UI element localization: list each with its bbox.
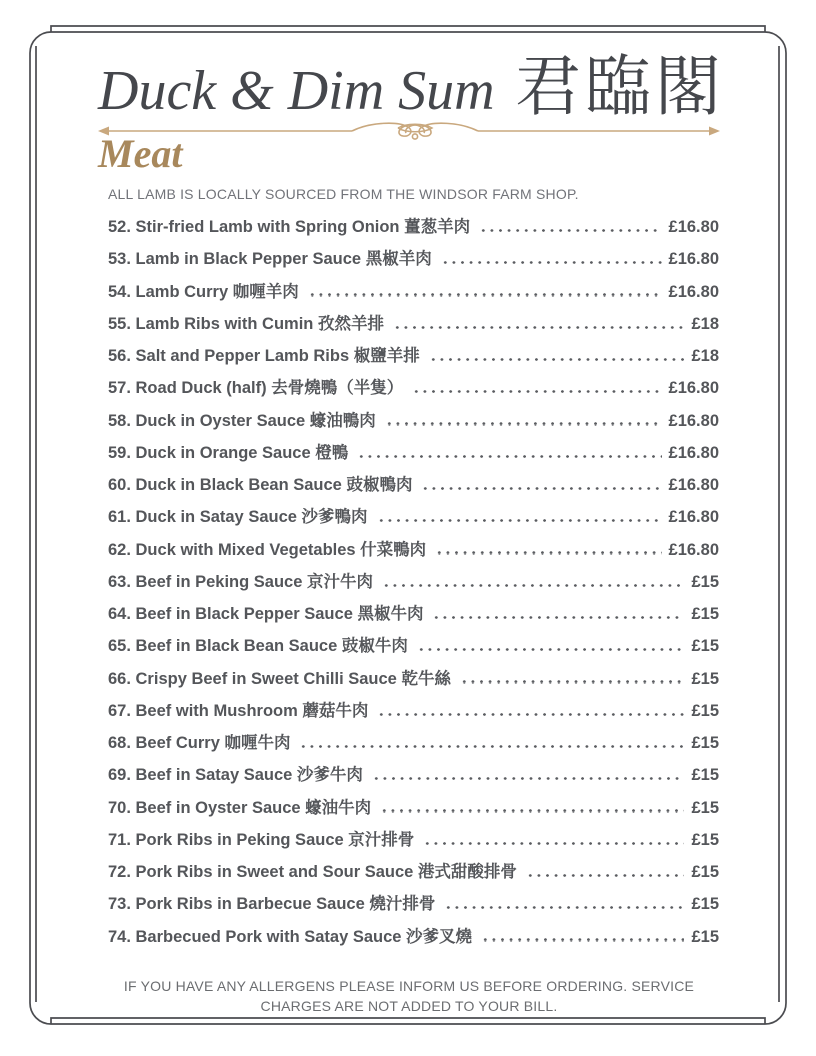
menu-item (108, 243, 719, 275)
dot-leader (421, 487, 661, 490)
menu-item-name: 66. Crispy Beef in Sweet Chilli Sauce 乾牛絲 (108, 669, 451, 688)
menu-item-price: £16.80 (668, 411, 719, 430)
menu-item (108, 759, 719, 791)
menu-item-name: 68. Beef Curry 咖喱牛肉 (108, 734, 291, 752)
dot-leader (385, 422, 662, 425)
dot-leader (372, 777, 685, 780)
menu-item-price: £16.80 (668, 218, 719, 236)
dot-leader (526, 874, 685, 877)
menu-item-name: 74. Barbecued Pork with Satay Sauce 沙爹叉燒 (108, 927, 473, 946)
menu-item (108, 276, 719, 308)
menu-item-name: 62. Duck with Mixed Vegetables 什菜鴨肉 (108, 540, 427, 559)
dot-leader (357, 455, 661, 458)
menu-item-price: £16.80 (668, 250, 719, 269)
dot-leader (481, 938, 684, 941)
menu-item-name: 64. Beef in Black Pepper Sauce 黑椒牛肉 (108, 605, 424, 623)
menu-item-name: 72. Pork Ribs in Sweet and Sour Sauce 港式甜酸排骨 (108, 863, 517, 881)
menu-item-price: £16.80 (668, 476, 719, 494)
menu-item (108, 372, 719, 404)
menu-item (108, 695, 719, 727)
menu-item (108, 437, 719, 469)
menu-item (108, 856, 719, 888)
scroll-flourish-icon (352, 123, 478, 139)
restaurant-name-chinese: 君臨閣 (515, 51, 726, 124)
section-title: Meat (98, 131, 183, 176)
menu-item-name: 69. Beef in Satay Sauce 沙爹牛肉 (108, 766, 363, 785)
menu-item-price: £15 (691, 895, 719, 914)
menu-item-name: 70. Beef in Oyster Sauce 蠔油牛肉 (108, 798, 372, 817)
dot-leader (299, 745, 684, 748)
dot-leader (460, 680, 685, 683)
menu-item-price: £15 (691, 798, 719, 817)
footer-notice-line2: CHARGES ARE NOT ADDED TO YOUR BILL. (260, 997, 558, 1014)
menu-item (108, 888, 719, 920)
dot-leader (417, 648, 685, 651)
menu-item-price: £15 (691, 830, 719, 849)
menu-item-price: £16.80 (668, 508, 719, 527)
dot-leader (429, 358, 685, 361)
menu-item-price: £15 (691, 734, 719, 752)
menu-item (108, 405, 719, 437)
menu-item-name: 53. Lamb in Black Pepper Sauce 黑椒羊肉 (108, 250, 432, 269)
menu-item (108, 340, 719, 372)
dot-leader (377, 713, 684, 716)
menu-item (108, 308, 719, 340)
dot-leader (308, 293, 662, 296)
dot-leader (380, 809, 684, 812)
dot-leader (432, 616, 684, 619)
dot-leader (435, 551, 661, 554)
menu-item (108, 566, 719, 598)
menu-item (108, 792, 719, 824)
dot-leader (382, 584, 684, 587)
dot-leader (441, 261, 662, 264)
menu-item-name: 57. Road Duck (half) 去骨燒鴨（半隻） (108, 379, 404, 398)
menu-item-price: £15 (691, 572, 719, 591)
menu-item-name: 73. Pork Ribs in Barbecue Sauce 燒汁排骨 (108, 895, 436, 914)
menu-item (108, 921, 719, 953)
menu-item (108, 663, 719, 695)
menu-item-price: £15 (691, 701, 719, 720)
menu-item-price: £18 (691, 314, 719, 333)
footer-notice (98, 977, 720, 1016)
menu-item (108, 598, 719, 630)
menu-item-name: 52. Stir-fried Lamb with Spring Onion 薑葱羊肉 (108, 218, 471, 236)
menu-item-name: 60. Duck in Black Bean Sauce 豉椒鴨肉 (108, 476, 413, 494)
menu-item-price: £15 (691, 669, 719, 688)
dot-leader (423, 842, 684, 845)
menu-item-name: 67. Beef with Mushroom 蘑菇牛肉 (108, 701, 369, 720)
menu-item (108, 469, 719, 501)
section-note: ALL LAMB IS LOCALLY SOURCED FROM THE WINDSOR FARM SHOP. (108, 186, 579, 202)
menu-item-name: 63. Beef in Peking Sauce 京汁牛肉 (108, 572, 373, 591)
menu-item-price: £18 (691, 347, 719, 365)
dot-leader (444, 906, 684, 909)
menu-item-name: 71. Pork Ribs in Peking Sauce 京汁排骨 (108, 830, 415, 849)
menu-item-name: 59. Duck in Orange Sauce 橙鴨 (108, 443, 349, 462)
menu-item-name: 54. Lamb Curry 咖喱羊肉 (108, 282, 299, 301)
menu-item (108, 824, 719, 856)
menu-item-price: £15 (691, 863, 719, 881)
menu-item-price: £16.80 (668, 282, 719, 301)
menu-item-name: 56. Salt and Pepper Lamb Ribs 椒鹽羊排 (108, 347, 420, 365)
menu-item (108, 630, 719, 662)
restaurant-name-english: Duck & Dim Sum (98, 60, 495, 122)
section-divider (98, 120, 720, 144)
menu-item-price: £16.80 (668, 540, 719, 559)
menu-item-price: £15 (691, 637, 719, 656)
menu-item-name: 58. Duck in Oyster Sauce 蠔油鴨肉 (108, 411, 376, 430)
menu-item-price: £15 (691, 605, 719, 623)
menu-item-name: 61. Duck in Satay Sauce 沙爹鴨肉 (108, 508, 368, 527)
dot-leader (377, 519, 662, 522)
dot-leader (393, 326, 685, 329)
dot-leader (412, 390, 661, 393)
menu-item (108, 534, 719, 566)
menu-item (108, 727, 719, 759)
menu-item-price: £16.80 (668, 443, 719, 462)
menu-item-name: 55. Lamb Ribs with Cumin 孜然羊排 (108, 314, 384, 333)
menu-item (108, 211, 719, 243)
footer-notice-line1: IF YOU HAVE ANY ALLERGENS PLEASE INFORM US BEFORE ORDERING. SERVICE (123, 978, 695, 994)
menu-item-price: £15 (691, 766, 719, 785)
menu-item (108, 501, 719, 533)
menu-item-price: £15 (691, 927, 719, 946)
menu-item-name: 65. Beef in Black Bean Sauce 豉椒牛肉 (108, 637, 408, 656)
menu-item-price: £16.80 (668, 379, 719, 398)
menu-item-list (108, 211, 719, 953)
dot-leader (479, 229, 661, 232)
